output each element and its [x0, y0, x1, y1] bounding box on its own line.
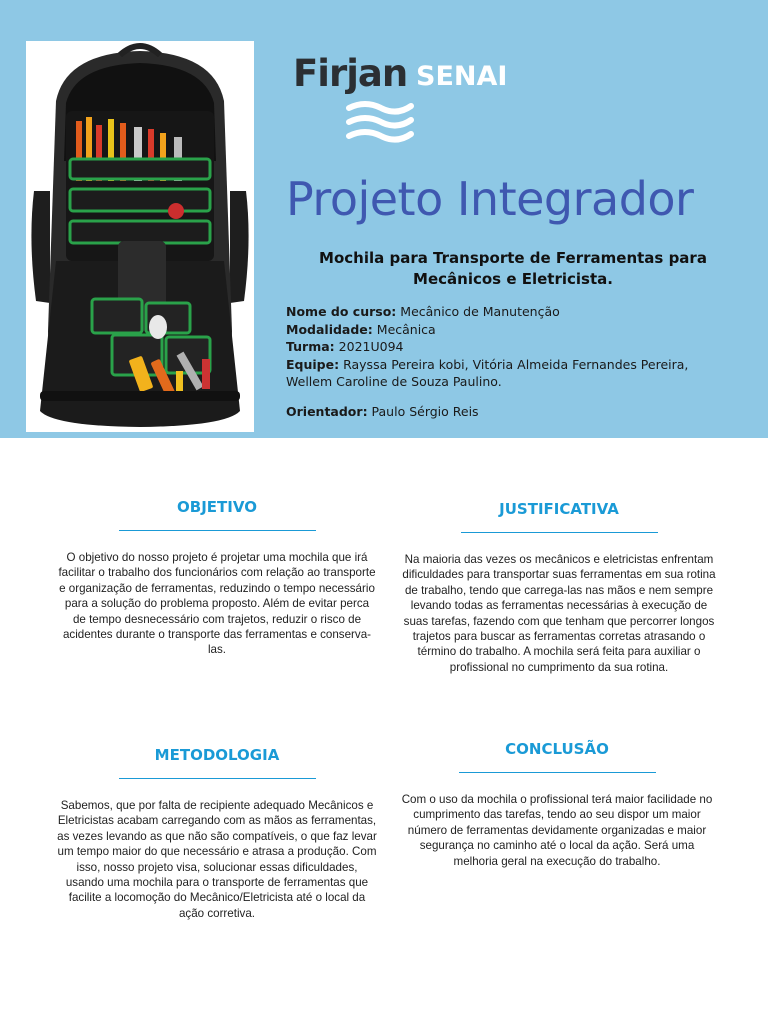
backpack-photo [26, 41, 254, 432]
logo-firjan-text: Firjan [293, 52, 408, 95]
section-body: Sabemos, que por falta de recipiente adequado Mecânicos e Eletricistas acabam carregando com as mãos as ferramentas, as vezes levando as que não são compatíveis, o que faz levar um tempo maior do que necessário e atrasa a produção. Com isso, nosso projeto visa, solucionar essas dificuldades, usando uma mochila para o transporte de ferramentas que facilite a locomoção do Mecânico/Eletricista até o local da ação corretiva. [57, 799, 377, 920]
advisor-label: Orientador: [286, 404, 368, 419]
advisor-line [286, 404, 479, 419]
team-label: Equipe: [286, 356, 340, 372]
course-value: Mecânico de Manutenção [400, 304, 560, 319]
section-divider [461, 532, 658, 533]
section-justificativa [399, 500, 719, 675]
logo-senai-text: SENAI [416, 61, 508, 92]
section-body: O objetivo do nosso projeto é projetar uma mochila que irá facilitar o trabalho dos funcionários com relação ao transporte e organização de ferramentas, reduzindo o tempo necessário para a solução do problema proposto. Além de evitar perca de tempo desnecessário com trajetos, reduzir o risco de acidentes durante o transporte das ferramentas e conserva-las. [58, 551, 376, 657]
section-objetivo [57, 498, 377, 658]
section-title: OBJETIVO [177, 498, 257, 516]
firjan-senai-logo [293, 52, 513, 152]
course-label: Nome do curso: [286, 304, 397, 319]
section-title: METODOLOGIA [154, 746, 280, 764]
section-body: Com o uso da mochila o profissional terá maior facilidade no cumprimento das tarefas, tendo ao seu dispor um maior número de ferramentas devidamente organizadas e maior segurança no caminho até o local da ação. Será uma melhoria geral na execução do trabalho. [401, 793, 713, 868]
course-line [286, 303, 736, 321]
advisor-value: Paulo Sérgio Reis [371, 404, 479, 419]
section-divider [119, 778, 316, 779]
section-divider [459, 772, 656, 773]
section-conclusao [397, 740, 717, 869]
section-title: JUSTIFICATIVA [499, 500, 619, 518]
class-label: Turma: [286, 339, 335, 354]
mode-value: Mecânica [376, 321, 436, 337]
section-title: CONCLUSÃO [505, 740, 609, 758]
mode-label: Modalidade: [286, 321, 373, 337]
class-line [286, 338, 736, 356]
team-line [286, 356, 736, 391]
section-body: Na maioria das vezes os mecânicos e eletricistas enfrentam dificuldades para transportar suas ferramentas em sua rotina de trabalho, tendo que carrega-las nas mãos e nem sempre levando todas as ferramentas necessárias à execução de suas tarefas, fazendo com que tenham que percorrer longos trajetos para buscar as ferramentas corretas atrasando o término do trabalho. A mochila será feita para auxiliar o profissional no cumprimento da sua rotina. [402, 553, 716, 674]
team-value: Rayssa Pereira kobi, Vitória Almeida Fernandes Pereira, Wellem Caroline de Souza Paulino. [286, 356, 689, 389]
project-info [286, 303, 736, 391]
class-value: 2021U094 [338, 339, 404, 354]
page-title: Projeto Integrador [286, 172, 694, 226]
section-metodologia [57, 746, 377, 921]
header-banner [0, 0, 768, 438]
section-divider [119, 530, 316, 531]
mode-line [286, 321, 736, 339]
logo-waves-icon [345, 100, 415, 146]
project-subtitle: Mochila para Transporte de Ferramentas para Mecânicos e Eletricista. [319, 249, 707, 288]
